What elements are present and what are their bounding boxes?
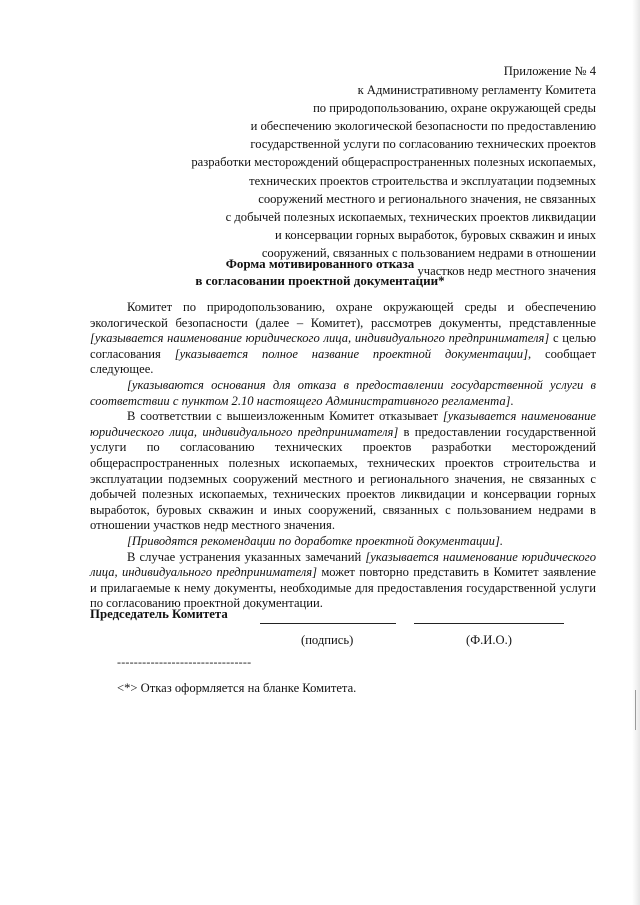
intro-text: с целью согласования xyxy=(90,331,596,361)
resubmission-text: В случае устранения указанных замечаний xyxy=(127,549,366,564)
resubmission-text: может повторно представить в Комитет заявление и прилагаемые к нему документы, необходимые для предоставления государственной услуги по согласованию проектной документации. xyxy=(90,565,596,611)
placeholder-applicant: [указывается наименование юридического лица, индивидуального предпринимателя] xyxy=(90,331,550,346)
letter-body xyxy=(90,300,596,612)
appendix-line: сооружений, связанных с пользованием недрами в отношении xyxy=(261,245,596,260)
scan-edge-shadow xyxy=(632,0,640,905)
signatory-title: Председатель Комитета xyxy=(90,607,228,621)
footnote-separator: -------------------------------- xyxy=(117,655,252,669)
paragraph-recommendations xyxy=(90,534,596,550)
signature-caption: (подпись) xyxy=(301,633,354,647)
refusal-text: в предоставлении государственной услуги по согласованию технических проектов разработки месторождений общераспространенных полезных ископаемых, технических проектов строительства и эксплуатации подземных сооружений местного и регионального значения, не связанных с добычей полезных ископаемых, технических проектов ликвидации и консервации горных выработок, буровых скважин и иных сооружений, связанных с пользованием недрами в отношении участков недр местного значения. xyxy=(90,424,596,533)
form-title-line2: в согласовании проектной документации* xyxy=(195,273,445,288)
refusal-text: В соответствии с вышеизложенным Комитет отказывает xyxy=(127,409,443,424)
appendix-line: к Административному регламенту Комитета xyxy=(357,83,596,98)
placeholder-project-name: [указывается полное название проектной документации] xyxy=(174,346,528,361)
placeholder-grounds: [указываются основания для отказа в предоставлении государственной услуги в соответствии с пунктом 2.10 настоящего Административного регламента]. xyxy=(90,377,596,408)
appendix-number: Приложение № 4 xyxy=(503,64,596,78)
appendix-line: с добычей полезных ископаемых, технических проектов ликвидации xyxy=(225,209,596,224)
intro-text: , сообщает следующее. xyxy=(90,346,596,377)
appendix-line: и обеспечению экологической безопасности по предоставлению xyxy=(250,119,596,134)
intro-text: Комитет по природопользованию, охране окружающей среды и обеспечению экологической безопасности (далее – Комитет), рассмотрев документы, представленные xyxy=(90,300,596,330)
appendix-line: разработки месторождений общераспространенных полезных ископаемых, xyxy=(191,155,596,170)
form-title-line1: Форма мотивированного отказа xyxy=(225,256,415,271)
appendix-line: по природопользованию, охране окружающей среды xyxy=(313,101,596,116)
full-name-line xyxy=(414,623,564,624)
full-name-caption: (Ф.И.О.) xyxy=(466,633,512,647)
footnote-text: <*> Отказ оформляется на бланке Комитета. xyxy=(117,681,357,695)
signature-line xyxy=(260,623,396,624)
appendix-line: сооружений местного и регионального значения, не связанных xyxy=(258,191,596,206)
paragraph-resubmission xyxy=(90,550,596,612)
placeholder-applicant: [указывается наименование юридического лица, индивидуального предпринимателя] xyxy=(90,409,596,439)
placeholder-applicant: [указывается наименование юридического лица, индивидуального предпринимателя] xyxy=(90,549,596,580)
appendix-line: государственной услуги по согласованию технических проектов xyxy=(250,137,596,152)
appendix-line: и консервации горных выработок, буровых скважин и иных xyxy=(275,227,596,242)
paragraph-grounds xyxy=(90,378,596,409)
appendix-header xyxy=(126,62,596,280)
appendix-line: участков недр местного значения xyxy=(417,264,596,279)
placeholder-recommendations: [Приводятся рекомендации по доработке проектной документации]. xyxy=(127,533,503,548)
appendix-line: технических проектов строительства и эксплуатации подземных xyxy=(249,173,596,188)
paragraph-intro xyxy=(90,300,596,378)
paragraph-refusal xyxy=(90,409,596,534)
form-title xyxy=(0,255,640,289)
